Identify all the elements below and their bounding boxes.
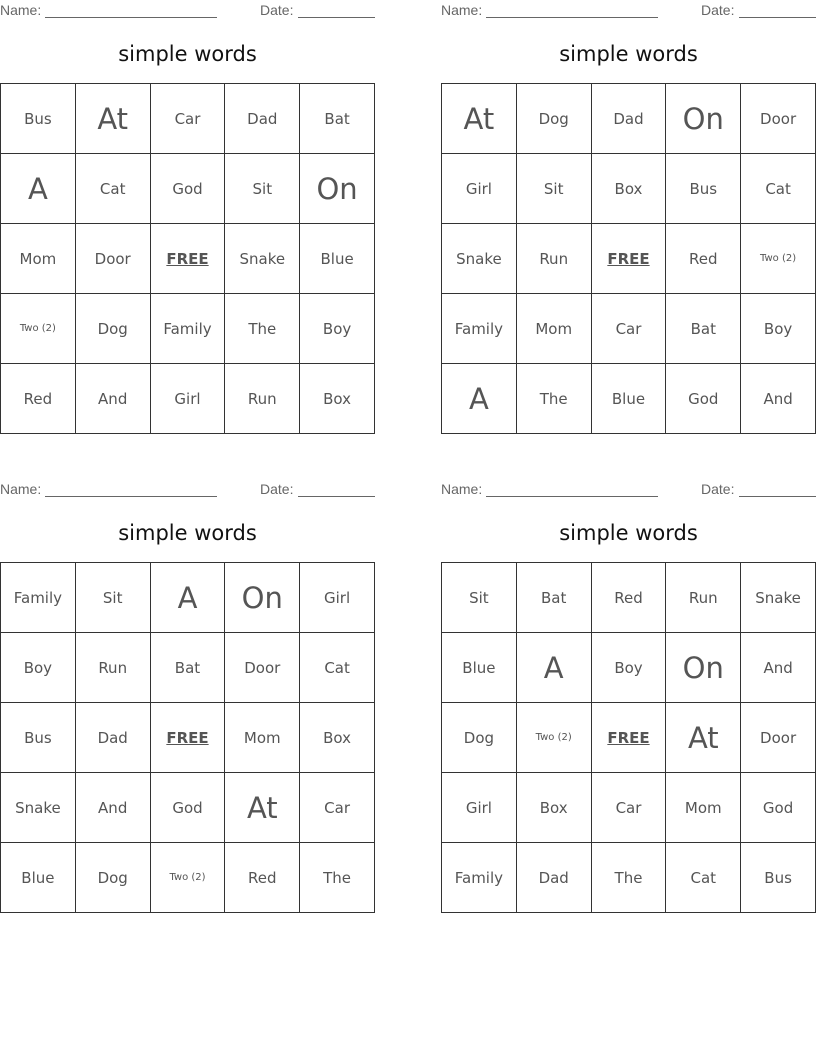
bingo-cell: Mom bbox=[1, 224, 76, 294]
bingo-cell: Blue bbox=[300, 224, 375, 294]
bingo-cell: Boy bbox=[1, 633, 76, 703]
bingo-cell: Bat bbox=[666, 294, 741, 364]
bingo-cell: God bbox=[151, 154, 226, 224]
bingo-cell: Cat bbox=[666, 843, 741, 913]
date-label: Date: bbox=[260, 481, 294, 497]
bingo-cell: Girl bbox=[300, 563, 375, 633]
free-space-cell: FREE bbox=[151, 703, 226, 773]
bingo-cell: Door bbox=[741, 84, 816, 154]
bingo-cell: Bus bbox=[1, 84, 76, 154]
bingo-cell: On bbox=[300, 154, 375, 224]
bingo-cell: Family bbox=[442, 294, 517, 364]
bingo-cell: Box bbox=[592, 154, 667, 224]
bingo-cell: A bbox=[517, 633, 592, 703]
bingo-cell: Dog bbox=[517, 84, 592, 154]
bingo-grid bbox=[0, 562, 375, 913]
bingo-cell: Bat bbox=[300, 84, 375, 154]
bingo-cell: Dad bbox=[592, 84, 667, 154]
name-line bbox=[486, 496, 658, 497]
bingo-card-2 bbox=[441, 0, 816, 434]
date-label: Date: bbox=[260, 2, 294, 18]
card-header bbox=[0, 2, 375, 20]
bingo-card-3 bbox=[0, 479, 375, 913]
free-space-cell: FREE bbox=[151, 224, 226, 294]
card-header bbox=[0, 481, 375, 499]
bingo-cell: Run bbox=[76, 633, 151, 703]
bingo-cell: The bbox=[517, 364, 592, 434]
bingo-cell: Boy bbox=[592, 633, 667, 703]
date-line bbox=[298, 17, 375, 18]
card-title: simple words bbox=[118, 42, 257, 66]
bingo-cell: The bbox=[592, 843, 667, 913]
free-space-cell: FREE bbox=[592, 224, 667, 294]
card-title: simple words bbox=[559, 521, 698, 545]
card-title: simple words bbox=[559, 42, 698, 66]
bingo-cell: On bbox=[666, 633, 741, 703]
name-line bbox=[45, 17, 217, 18]
bingo-grid bbox=[0, 83, 375, 434]
bingo-cell: Snake bbox=[741, 563, 816, 633]
bingo-cell: Dog bbox=[442, 703, 517, 773]
bingo-cell: Cat bbox=[741, 154, 816, 224]
bingo-cell: Two (2) bbox=[741, 224, 816, 294]
name-label: Name: bbox=[441, 481, 483, 497]
bingo-cell: On bbox=[225, 563, 300, 633]
bingo-cell: Car bbox=[300, 773, 375, 843]
bingo-cell: Car bbox=[592, 294, 667, 364]
bingo-cell: Door bbox=[225, 633, 300, 703]
bingo-cell: Mom bbox=[666, 773, 741, 843]
card-header bbox=[441, 2, 816, 20]
bingo-cell: Dad bbox=[517, 843, 592, 913]
bingo-cell: Blue bbox=[1, 843, 76, 913]
bingo-cell: And bbox=[76, 773, 151, 843]
bingo-cell: Girl bbox=[151, 364, 226, 434]
bingo-cell: Door bbox=[76, 224, 151, 294]
bingo-cell: Run bbox=[225, 364, 300, 434]
bingo-cell: And bbox=[76, 364, 151, 434]
bingo-cell: A bbox=[442, 364, 517, 434]
bingo-cell: Blue bbox=[442, 633, 517, 703]
bingo-cell: Bus bbox=[666, 154, 741, 224]
bingo-cell: Two (2) bbox=[1, 294, 76, 364]
bingo-cell: At bbox=[442, 84, 517, 154]
bingo-cell: Box bbox=[300, 703, 375, 773]
bingo-cell: Sit bbox=[517, 154, 592, 224]
bingo-cell: Sit bbox=[225, 154, 300, 224]
bingo-cell: Bat bbox=[151, 633, 226, 703]
bingo-cell: Girl bbox=[442, 773, 517, 843]
bingo-cell: Mom bbox=[517, 294, 592, 364]
name-line bbox=[45, 496, 217, 497]
bingo-cell: Family bbox=[151, 294, 226, 364]
bingo-cell: Bat bbox=[517, 563, 592, 633]
bingo-card-4 bbox=[441, 479, 816, 913]
name-label: Name: bbox=[0, 2, 42, 18]
bingo-cell: Dad bbox=[76, 703, 151, 773]
bingo-cell: Run bbox=[666, 563, 741, 633]
bingo-cell: The bbox=[225, 294, 300, 364]
name-label: Name: bbox=[0, 481, 42, 497]
bingo-cell: Dog bbox=[76, 843, 151, 913]
bingo-grid bbox=[441, 83, 816, 434]
date-label: Date: bbox=[701, 481, 735, 497]
bingo-cell: Bus bbox=[1, 703, 76, 773]
date-line bbox=[298, 496, 375, 497]
bingo-cell: A bbox=[1, 154, 76, 224]
bingo-cell: Box bbox=[300, 364, 375, 434]
bingo-cell: A bbox=[151, 563, 226, 633]
bingo-cell: At bbox=[76, 84, 151, 154]
bingo-cell: Snake bbox=[225, 224, 300, 294]
bingo-cell: God bbox=[741, 773, 816, 843]
bingo-cell: And bbox=[741, 633, 816, 703]
bingo-cell: Door bbox=[741, 703, 816, 773]
date-line bbox=[739, 496, 816, 497]
bingo-cell: Cat bbox=[76, 154, 151, 224]
bingo-cell: God bbox=[666, 364, 741, 434]
bingo-cell: Car bbox=[151, 84, 226, 154]
bingo-grid bbox=[441, 562, 816, 913]
bingo-cell: Family bbox=[442, 843, 517, 913]
name-label: Name: bbox=[441, 2, 483, 18]
date-label: Date: bbox=[701, 2, 735, 18]
bingo-cell: Family bbox=[1, 563, 76, 633]
bingo-cell: At bbox=[666, 703, 741, 773]
bingo-cell: Dad bbox=[225, 84, 300, 154]
bingo-cell: Snake bbox=[1, 773, 76, 843]
bingo-cell: And bbox=[741, 364, 816, 434]
bingo-cell: Dog bbox=[76, 294, 151, 364]
bingo-cell: Sit bbox=[442, 563, 517, 633]
bingo-cell: At bbox=[225, 773, 300, 843]
bingo-cell: Car bbox=[592, 773, 667, 843]
bingo-cell: On bbox=[666, 84, 741, 154]
card-header bbox=[441, 481, 816, 499]
date-line bbox=[739, 17, 816, 18]
bingo-cell: The bbox=[300, 843, 375, 913]
bingo-cell: Two (2) bbox=[151, 843, 226, 913]
bingo-cell: Boy bbox=[741, 294, 816, 364]
bingo-cell: Bus bbox=[741, 843, 816, 913]
bingo-cell: Red bbox=[1, 364, 76, 434]
bingo-cell: Red bbox=[666, 224, 741, 294]
name-line bbox=[486, 17, 658, 18]
bingo-cell: Red bbox=[225, 843, 300, 913]
bingo-cell: Boy bbox=[300, 294, 375, 364]
bingo-card-1 bbox=[0, 0, 375, 434]
bingo-cell: Cat bbox=[300, 633, 375, 703]
bingo-cell: Blue bbox=[592, 364, 667, 434]
bingo-cell: Girl bbox=[442, 154, 517, 224]
bingo-cell: Snake bbox=[442, 224, 517, 294]
bingo-cell: Two (2) bbox=[517, 703, 592, 773]
bingo-cell: Sit bbox=[76, 563, 151, 633]
bingo-cell: Mom bbox=[225, 703, 300, 773]
bingo-cell: God bbox=[151, 773, 226, 843]
bingo-cell: Run bbox=[517, 224, 592, 294]
bingo-cell: Box bbox=[517, 773, 592, 843]
card-title: simple words bbox=[118, 521, 257, 545]
bingo-cell: Red bbox=[592, 563, 667, 633]
free-space-cell: FREE bbox=[592, 703, 667, 773]
